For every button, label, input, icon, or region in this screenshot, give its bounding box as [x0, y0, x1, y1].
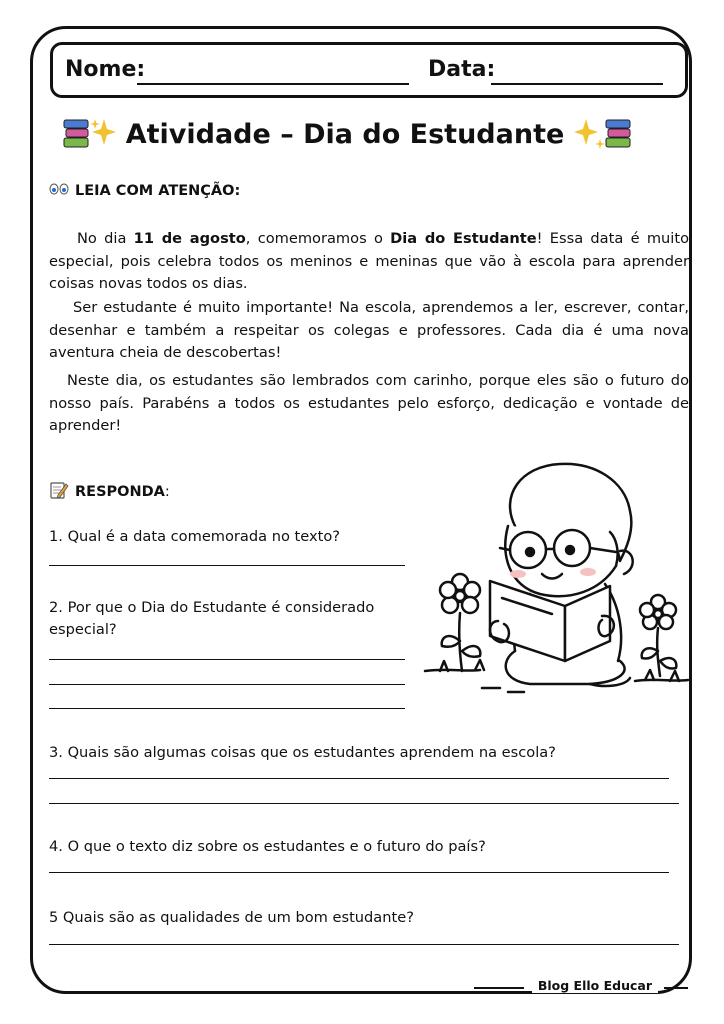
- paragraph-3: Neste dia, os estudantes são lembrados com carinho, porque eles são o futuro do nosso país. Parabéns a todos os estudantes pelo esforço, dedicação e vontade de aprender!: [49, 372, 689, 434]
- reading-heading: [49, 183, 240, 199]
- child-reading-illustration: [420, 456, 690, 701]
- answer-line-3b[interactable]: [49, 803, 679, 804]
- footer-brand: Blog Ello Educar: [532, 978, 658, 993]
- date-field[interactable]: [491, 83, 663, 85]
- name-label: Nome:: [65, 57, 146, 82]
- answer-heading: RESPONDA:: [49, 480, 170, 504]
- highlight-event: Dia do Estudante: [390, 230, 537, 247]
- page-title: Atividade – Dia do Estudante: [125, 118, 565, 150]
- footer: [0, 978, 724, 998]
- eyes-icon: [49, 183, 69, 199]
- answer-line-4[interactable]: [49, 872, 669, 873]
- memo-icon: [49, 480, 69, 504]
- title-row: [48, 112, 648, 156]
- date-label: Data:: [428, 57, 496, 82]
- answer-line-5[interactable]: [49, 944, 679, 945]
- name-date-box: [50, 42, 688, 98]
- paragraph-1: No dia 11 de agosto, comemoramos o Dia do Estudante! Essa data é muito especial, pois celebra todos os meninos e meninas que vão à escola para aprender coisas novas todos os dias.: [49, 230, 689, 292]
- question-1: 1. Qual é a data comemorada no texto?: [49, 528, 341, 545]
- books-sparkles-icon: [62, 117, 116, 151]
- answer-line-2b[interactable]: [49, 684, 405, 685]
- answer-line-1[interactable]: [49, 565, 405, 566]
- question-5: 5 Quais são as qualidades de um bom estudante?: [49, 909, 414, 926]
- question-2: 2. Por que o Dia do Estudante é considerado especial?: [49, 599, 375, 638]
- question-4: 4. O que o texto diz sobre os estudantes e o futuro do país?: [49, 838, 486, 855]
- paragraph-2: Ser estudante é muito importante! Na escola, aprendemos a ler, escrever, contar, desenhar e também a respeitar os colegas e professores. Cada dia é uma nova aventura cheia de descobertas!: [49, 299, 689, 361]
- answer-line-2a[interactable]: [49, 659, 405, 660]
- reading-heading-text: LEIA COM ATENÇÃO:: [75, 183, 241, 199]
- highlight-date: 11 de agosto: [133, 230, 246, 247]
- answer-line-3a[interactable]: [49, 778, 669, 779]
- name-field[interactable]: [137, 83, 409, 85]
- answer-heading-text: RESPONDA: [75, 484, 165, 500]
- sparkles-books-icon: [574, 117, 634, 151]
- answer-line-2c[interactable]: [49, 708, 405, 709]
- question-3: 3. Quais são algumas coisas que os estudantes aprendem na escola?: [49, 744, 556, 761]
